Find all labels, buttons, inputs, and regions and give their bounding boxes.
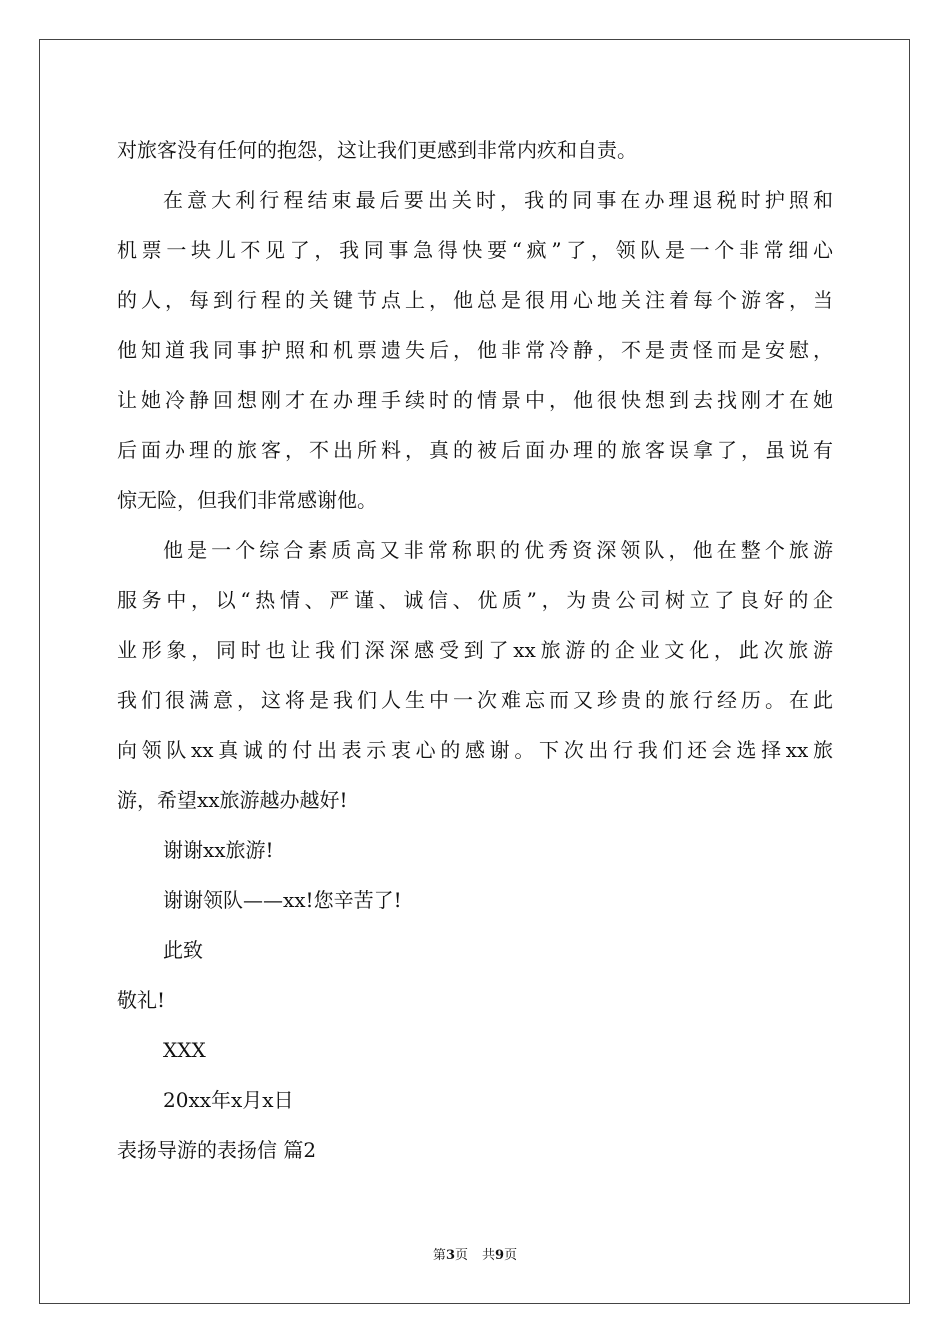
- closing-line: 此致: [163, 938, 203, 962]
- text-line: 他知道我同事护照和机票遗失后，他非常冷静，不是责怪而是安慰，: [117, 338, 833, 362]
- date-line: 20xx年x月x日: [163, 1088, 294, 1112]
- page-prefix: 第: [432, 1248, 446, 1263]
- text-line: 游，希望xx旅游越办越好!: [117, 788, 348, 812]
- total-prefix: 共: [482, 1248, 496, 1263]
- text-line: 让她冷静回想刚才在办理手续时的情景中，他很快想到去找刚才在她: [117, 388, 833, 412]
- thanks-line: 谢谢xx旅游!: [163, 838, 274, 862]
- text-line: 后面办理的旅客，不出所料，真的被后面办理的旅客误拿了，虽说有: [117, 438, 833, 462]
- total-suffix: 页: [504, 1248, 518, 1263]
- paragraph-start-line: 他是一个综合素质高又非常称职的优秀资深领队，他在整个旅游: [163, 538, 833, 562]
- page-current: 3: [445, 1248, 455, 1263]
- signature-line: XXX: [163, 1038, 206, 1062]
- page-total: 9: [495, 1248, 505, 1263]
- text-line: 服务中，以“热情、严谨、诚信、优质”，为贵公司树立了良好的企: [117, 588, 833, 612]
- text-line: 业形象，同时也让我们深深感受到了xx旅游的企业文化，此次旅游: [117, 638, 833, 662]
- page-footer: [0, 1246, 950, 1266]
- text-line: 惊无险，但我们非常感谢他。: [117, 488, 377, 512]
- section-heading: 表扬导游的表扬信 篇2: [117, 1138, 317, 1162]
- salutation-line: 敬礼!: [117, 988, 166, 1012]
- text-line: 的人，每到行程的关键节点上，他总是很用心地关注着每个游客，当: [117, 288, 833, 312]
- text-line: 我们很满意，这将是我们人生中一次难忘而又珍贵的旅行经历。在此: [117, 688, 833, 712]
- paragraph-start-line: 在意大利行程结束最后要出关时，我的同事在办理退税时护照和: [163, 188, 833, 212]
- thanks-line: 谢谢领队——xx!您辛苦了!: [163, 888, 402, 912]
- text-line: 机票一块儿不见了，我同事急得快要“疯”了，领队是一个非常细心: [117, 238, 833, 262]
- text-line: 对旅客没有任何的抱怨，这让我们更感到非常内疚和自责。: [117, 138, 637, 162]
- text-line: 向领队xx真诚的付出表示衷心的感谢。下次出行我们还会选择xx旅: [117, 738, 833, 762]
- document-body: [117, 125, 833, 1175]
- page-suffix: 页: [454, 1248, 468, 1263]
